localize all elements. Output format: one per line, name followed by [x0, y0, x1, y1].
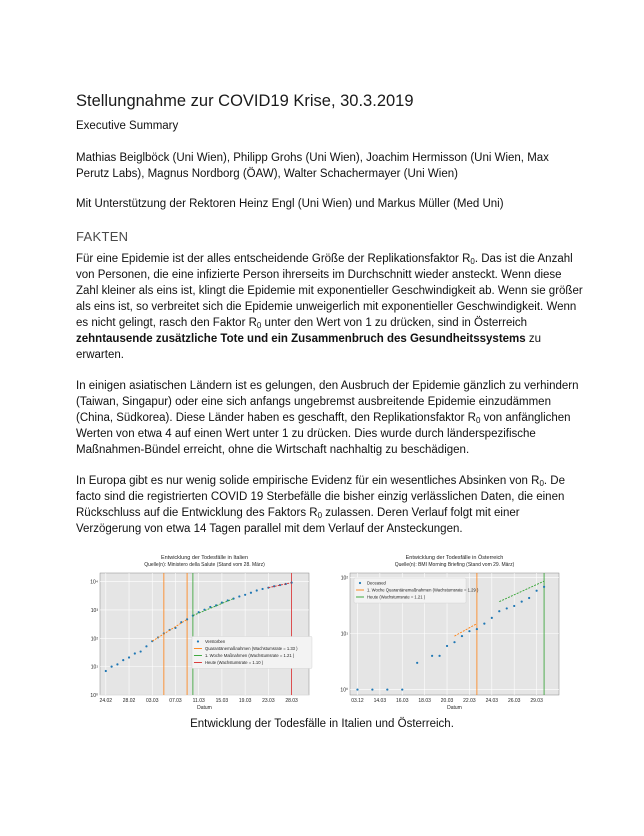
chart-subtitle: Quelle(n): Ministero della Salute (Stand vom 28. März) [144, 562, 265, 568]
legend-label: Quarantänemaßnahmen (Wachstumsrate = 1.33 ) [204, 646, 298, 652]
r0-subscript: 0 [317, 511, 323, 520]
data-point [461, 635, 463, 637]
data-point [446, 645, 448, 647]
data-point [521, 601, 523, 603]
x-tick-label: 28.03 [285, 698, 298, 704]
x-tick-label: 18.03 [418, 698, 431, 704]
data-point [483, 623, 485, 625]
r0-subscript: 0 [470, 257, 475, 266]
x-tick-label: 11.03 [192, 698, 205, 704]
data-point [476, 628, 478, 630]
y-tick-label: 10³ [90, 607, 98, 614]
y-tick-label: 10² [340, 575, 348, 582]
x-tick-label: 24.02 [99, 698, 113, 704]
y-tick-label: 10¹ [340, 631, 348, 638]
y-tick-label: 10¹ [90, 664, 98, 671]
data-point [438, 655, 440, 657]
data-point [506, 607, 508, 609]
data-point [116, 663, 118, 665]
data-point [386, 688, 388, 690]
data-point [261, 588, 263, 590]
paragraph-1-text-b: . Das ist die Anzahl von Personen, die eine infizierte Person ihrerseits im Durchschnitt wieder ansteckt. Wenn diese Zahl kleiner als eins ist, klingt die Epidemie mit exponentieller Geschwindigkeit ab. Wenn sie größer als eins ist, so verbreitet sich die Epidemie unweigerlich mit exponentieller Geschwindigkeit. Wenn es nicht gelingt, rasch den Faktor R [76, 253, 583, 329]
data-point [238, 595, 240, 597]
r0-subscript: 0 [475, 416, 481, 425]
paragraph-1 [76, 251, 584, 363]
data-point [122, 659, 124, 661]
data-point [140, 650, 142, 652]
data-point [543, 586, 545, 588]
paragraph-1-bold: zehntausende zusätzliche Tote und ein Zusammenbruch des Gesundheitssystems [76, 333, 526, 345]
data-point [416, 662, 418, 664]
data-point [256, 589, 258, 591]
data-point [371, 688, 373, 690]
legend-marker [359, 582, 361, 584]
chart-italy-svg [80, 553, 315, 715]
x-tick-label: 29.03 [530, 698, 543, 704]
x-tick-label: 28.02 [122, 698, 136, 704]
legend-marker [197, 640, 199, 642]
x-tick-label: 03.03 [145, 698, 159, 704]
x-tick-label: 15.03 [215, 698, 229, 704]
x-tick-label: 07.03 [169, 698, 182, 704]
chart-title: Entwicklung der Todesfälle in Österreich [405, 555, 504, 561]
chart-italy [80, 553, 315, 715]
legend-label: Deceased [367, 580, 386, 586]
data-point [356, 688, 358, 690]
legend-label: Heute (Wachstumsrate = 1.10 ) [204, 660, 264, 666]
legend-label: 1. Woche Quarantänemaßnahmen (Wachstumsrate = 1.29 ) [367, 587, 479, 593]
paragraph-2-text-a: In einigen asiatischen Ländern ist es gelungen, den Ausbruch der Epidemie gänzlich zu verhindern (Taiwan, Singapur) oder eine sich anfangs ungebremst ausbreitende Epidemie einzudämmen (China, Südkorea). Diese Länder haben es geschafft, den Replikationsfaktor R [76, 380, 579, 424]
x-tick-label: 19.03 [238, 698, 252, 704]
legend-label: Heute (Wachstumsrate = 1.21 ) [367, 594, 426, 600]
data-point [111, 666, 113, 668]
r0-subscript: 0 [539, 479, 544, 488]
x-tick-label: 26.03 [507, 698, 521, 704]
data-point [453, 641, 455, 643]
figure-caption: Entwicklung der Todesfälle in Italien und Österreich. [190, 718, 454, 730]
paragraph-1-text-a: Für eine Epidemie ist der alles entscheidende Größe der Replikationsfaktor R [76, 253, 471, 265]
data-point [498, 610, 500, 612]
data-point [431, 655, 433, 657]
chart-title: Entwicklung der Todesfälle in Italien [160, 555, 249, 561]
data-point [468, 630, 470, 632]
data-point [513, 605, 515, 607]
paragraph-2 [76, 378, 584, 458]
document-subtitle: Executive Summary [76, 120, 179, 132]
author-list: Mathias Beiglböck (Uni Wien), Philipp Grohs (Uni Wien), Joachim Hermisson (Uni Wien, Max Perutz Labs), Magnus Nordborg (ÖAW), Walter Schachermayer (Uni Wien) [76, 152, 549, 180]
support-note: Mit Unterstützung der Rektoren Heinz Engl (Uni Wien) und Markus Müller (Med Uni) [76, 198, 504, 210]
chart-austria-svg [330, 553, 565, 715]
x-tick-label: 24.03 [485, 698, 499, 704]
data-point [401, 688, 403, 690]
x-tick-label: 16.03 [395, 698, 409, 704]
data-point [145, 645, 147, 647]
paragraph-3-text-a: In Europa gibt es nur wenig solide empirische Evidenz für ein wesentliches Absinken von R [76, 475, 540, 487]
x-axis-label: Datum [447, 705, 462, 711]
data-point [536, 590, 538, 592]
x-tick-label: 14.03 [373, 698, 387, 704]
paragraph-3 [76, 473, 584, 537]
paragraph-1-text-c: unter den Wert von 1 zu drücken, sind in Österreich [261, 317, 528, 329]
x-tick-label: 23.03 [262, 698, 275, 704]
chart-subtitle: Quelle(n): BMI Morning Briefing (Stand vom 29. März) [394, 562, 515, 568]
data-point [244, 594, 246, 596]
y-tick-label: 10⁴ [90, 579, 98, 586]
data-point [250, 592, 252, 594]
x-axis-label: Datum [197, 705, 212, 711]
data-point [128, 656, 130, 658]
data-point [491, 617, 493, 619]
chart-austria [330, 553, 565, 715]
x-tick-label: 22.03 [463, 698, 476, 704]
paragraph-3-text-b: . De facto sind die registrierten COVID 19 Sterbefälle die bisher einzig verlässlichen Daten, die einen Rückschluss auf die Entwicklung des Faktors R [76, 475, 565, 519]
paragraph-1-text-d: zu erwarten. [76, 333, 542, 361]
plot-area [100, 573, 309, 695]
x-tick-label: 20.03 [440, 698, 454, 704]
data-point [528, 597, 530, 599]
data-point [134, 652, 136, 654]
y-tick-label: 10² [90, 636, 98, 643]
paragraph-2-text-b: von anfänglichen Werten von etwa 4 auf einen Wert unter 1 zu drücken. Dies wurde durch länderspezifische Maßnahmen-Bündel erreicht, ohne die Wirtschaft nachhaltig zu beschädigen. [76, 412, 571, 456]
r0-subscript: 0 [256, 321, 262, 330]
document-title: Stellungnahme zur COVID19 Krise, 30.3.2019 [76, 92, 414, 110]
section-heading: FAKTEN [76, 229, 129, 244]
y-tick-label: 10⁰ [90, 693, 98, 699]
y-tick-label: 10⁰ [340, 687, 348, 694]
paragraph-3-text-c: zulassen. Deren Verlauf folgt mit einer Verzögerung von etwa 14 Tagen parallel mit dem Verlauf der Ansteckungen. [76, 507, 520, 535]
data-point [105, 670, 107, 672]
legend-label: Verstorben [204, 639, 226, 645]
x-tick-label: 03.12 [351, 698, 364, 704]
legend-label: 1. Woche Maßnahmen (Wachstumsrate = 1.21 ) [204, 653, 295, 659]
